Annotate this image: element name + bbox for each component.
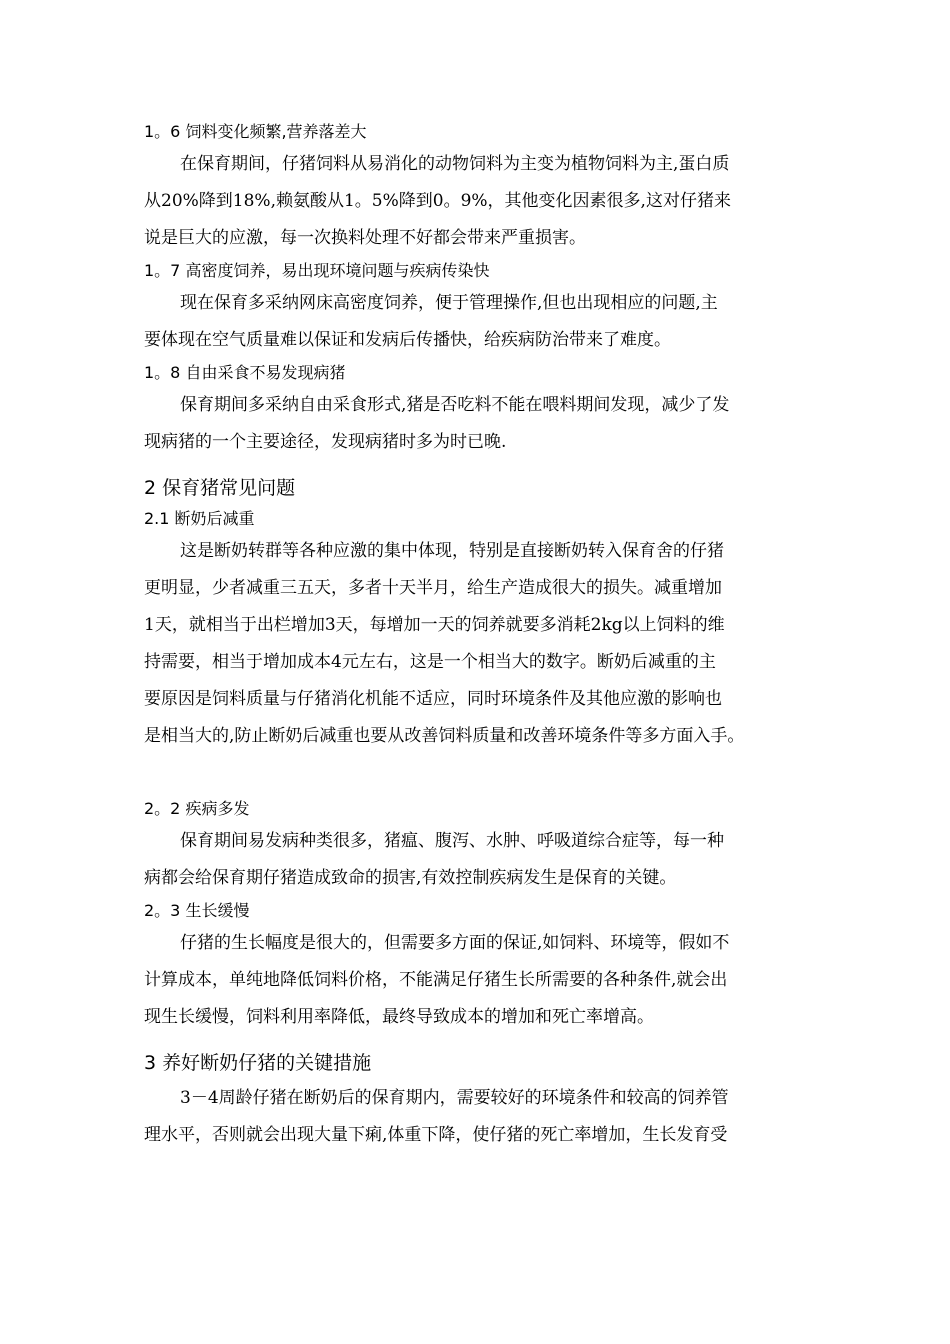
paragraph-line: 现生长缓慢，饲料利用率降低，最终导致成本的增加和死亡率增高。 [144,1007,654,1027]
paragraph-line: 3－4周龄仔猪在断奶后的保育期内，需要较好的环境条件和较高的饲养管 [180,1088,729,1108]
document-page [144,118,816,1154]
paragraph-3 [144,1080,816,1154]
paragraph-1-7 [144,285,816,359]
paragraph-line: 要原因是饲料质量与仔猪消化机能不适应，同时环境条件及其他应激的影响也 [144,689,722,709]
section-heading-2-2: 2。2 疾病多发 [144,799,250,818]
paragraph-line: 现在保育多采纳网床高密度饲养，便于管理操作,但也出现相应的问题,主 [180,293,718,313]
paragraph-line: 更明显，少者减重三五天，多者十天半月，给生产造成很大的损失。减重增加 [144,578,722,598]
section-heading-2-1: 2.1 断奶后减重 [144,509,255,528]
paragraph-line: 是相当大的,防止断奶后减重也要从改善饲料质量和改善环境条件等多方面入手。 [144,726,745,746]
paragraph-line: 这是断奶转群等各种应激的集中体现，特别是直接断奶转入保育舍的仔猪 [180,541,724,561]
paragraph-line: 持需要，相当于增加成本4元左右，这是一个相当大的数字。断奶后减重的主 [144,652,716,672]
paragraph-line: 理水平，否则就会出现大量下痢,体重下降，使仔猪的死亡率增加，生长发育受 [144,1125,728,1145]
chapter-heading-3: 3 养好断奶仔猪的关键措施 [144,1052,372,1074]
paragraph-1-8 [144,387,816,461]
paragraph-2-2 [144,823,816,897]
paragraph-line: 从20%降到18%,赖氨酸从1。5%降到0。9%，其他变化因素很多,这对仔猪来 [144,191,731,211]
paragraph-2-3 [144,925,816,1036]
paragraph-line: 保育期间多采纳自由采食形式,猪是否吃料不能在喂料期间发现，减少了发 [180,395,730,415]
paragraph-line: 仔猪的生长幅度是很大的，但需要多方面的保证,如饲料、环境等，假如不 [180,933,730,953]
paragraph-line: 计算成本，单纯地降低饲料价格，不能满足仔猪生长所需要的各种条件,就会出 [144,970,728,990]
section-heading-2-3: 2。3 生长缓慢 [144,901,250,920]
paragraph-line: 病都会给保育期仔猪造成致命的损害,有效控制疾病发生是保育的关键。 [144,868,677,888]
blank-space [144,755,816,795]
paragraph-line: 1天，就相当于出栏增加3天，每增加一天的饲养就要多消耗2kg以上饲料的维 [144,615,725,635]
paragraph-line: 在保育期间，仔猪饲料从易消化的动物饲料为主变为植物饲料为主,蛋白质 [180,154,730,174]
paragraph-line: 保育期间易发病种类很多，猪瘟、腹泻、水肿、呼吸道综合症等，每一种 [180,831,724,851]
chapter-heading-2: 2 保育猪常见问题 [144,477,296,499]
paragraph-line: 现病猪的一个主要途径，发现病猪时多为时已晚. [144,432,507,452]
section-heading-1-6: 1。6 饲料变化频繁,营养落差大 [144,122,367,141]
paragraph-line: 说是巨大的应激，每一次换料处理不好都会带来严重损害。 [144,228,586,248]
paragraph-line: 要体现在空气质量难以保证和发病后传播快，给疾病防治带来了难度。 [144,330,671,350]
paragraph-2-1 [144,533,816,755]
section-heading-1-8: 1。8 自由采食不易发现病猪 [144,363,346,382]
paragraph-1-6 [144,146,816,257]
section-heading-1-7: 1。7 高密度饲养，易出现环境问题与疾病传染快 [144,261,490,280]
